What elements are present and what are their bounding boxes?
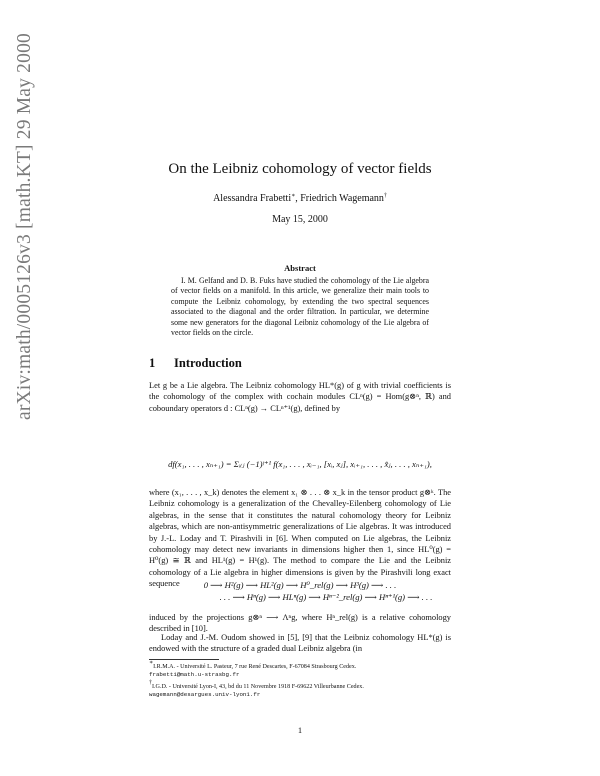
- abstract-heading: Abstract: [284, 263, 316, 273]
- footnote-1: [149, 660, 451, 679]
- footnote-1-address: I.R.M.A. - Université L. Pasteur, 7 rue René Descartes, F-67084 Strasbourg Cedex.: [153, 664, 357, 670]
- abstract-body: I. M. Gelfand and D. B. Fuks have studied the cohomology of the Lie algebra of vector fields on a manifold. In this article, we generalize their main tools to compute the Leibniz cohomology, by extending the two spectral sequences associated to the diagonal and the order filtration. In particular, we determine some new generators for the diagonal Leibniz cohomology of the Lie algebra of vector fields on the circle.: [171, 276, 429, 338]
- footnote-2-mark: †: [149, 680, 152, 686]
- intro-paragraph-3: induced by the projections g⊗ⁿ ⟶ Λⁿg, where Hⁿ_rel(g) is a relative cohomology described in [10].: [149, 613, 451, 634]
- footnote-1-email[interactable]: frabetti@math.u-strasbg.fr: [149, 671, 240, 678]
- author-wagemann: Friedrich Wagemann: [300, 193, 384, 204]
- paper-date: May 15, 2000: [272, 214, 328, 225]
- footnote-1-mark: ∗: [149, 660, 154, 666]
- section-number: 1: [149, 356, 156, 370]
- author-separator: ,: [295, 193, 301, 204]
- author-frabetti: Alessandra Frabetti: [213, 193, 292, 204]
- author2-footnote-mark: †: [383, 193, 387, 199]
- intro-paragraph-4: Loday and J.-M. Oudom showed in [5], [9] that the Leibniz cohomology HL*(g) is endowed with the structure of a graded dual Leibniz algebra (in: [149, 633, 451, 654]
- footnote-2-address: I.G.D. - Université Lyon-I, 43, bd du 11 Novembre 1918 F-69622 Villeurbanne Cedex.: [152, 684, 364, 690]
- footnote-2: [149, 680, 451, 699]
- footnote-2-email[interactable]: wagemann@desargues.univ-lyon1.fr: [149, 691, 261, 698]
- page-number: 1: [297, 725, 303, 735]
- intro-paragraph-1: Let g be a Lie algebra. The Leibniz cohomology HL*(g) of g with trivial coefficients is the cohomology of the complex with cochain modules CLⁿ(g) = Hom(g⊗ⁿ, ℝ) and coboundary operators d : CLⁿ(g) → CLⁿ⁺¹(g), defined by: [149, 381, 451, 413]
- pirashvili-sequence-line-2: . . . ⟶ Hⁿ(g) ⟶ HLⁿ(g) ⟶ Hⁿ⁻²_rel(g) ⟶ Hⁿ⁺¹(g) ⟶ . . .: [219, 592, 433, 602]
- paper-title: On the Leibniz cohomology of vector fields: [168, 161, 432, 177]
- author1-footnote-mark: ∗: [291, 193, 296, 199]
- coboundary-equation: df(x₁, . . . , xₙ₊₁) = Σᵢ₍ⱼ (−1)ʲ⁺¹ f(x₁, . . . , xᵢ₋₁, [xᵢ, xⱼ], xᵢ₊₁, . . . , x̂ⱼ, . . . , xₙ₊₁),: [168, 459, 432, 469]
- section-heading: [149, 358, 242, 369]
- arxiv-identifier-stamp: arXiv:math/0005126v3 [math.KT] 29 May 2000: [14, 33, 35, 420]
- footnote-divider: [149, 659, 219, 660]
- intro-paragraph-2: where (x₁, . . . , x_k) denotes the element x₁ ⊗ . . . ⊗ x_k in the tensor product g⊗ᵏ. The Leibniz cohomology is a generalization of the Chevalley-Eilenberg cohomology of Lie algebras, in the sense that it constitutes the natural cohomology theory for Leibniz algebras, which are non-antisymmetric generalizations of Lie algebras. It was introduced by J.-L. Loday and T. Pirashvili in [6]. When computed on Lie algebras, the Leibniz cohomology may detect new invariants in dimensions higher then 1, since HL⁰(g) = H⁰(g) ≅ ℝ and HL¹(g) = H¹(g). The method to compare the Lie and the Leibniz cohomology of a Lie algebra in higher dimensions is given by the Pirashvili long exact sequence: [149, 488, 451, 589]
- pirashvili-sequence-line-1: 0 ⟶ H²(g) ⟶ HL²(g) ⟶ H⁰_rel(g) ⟶ H³(g) ⟶ . . .: [203, 580, 397, 590]
- section-title: Introduction: [174, 356, 242, 370]
- author-line: [149, 193, 451, 204]
